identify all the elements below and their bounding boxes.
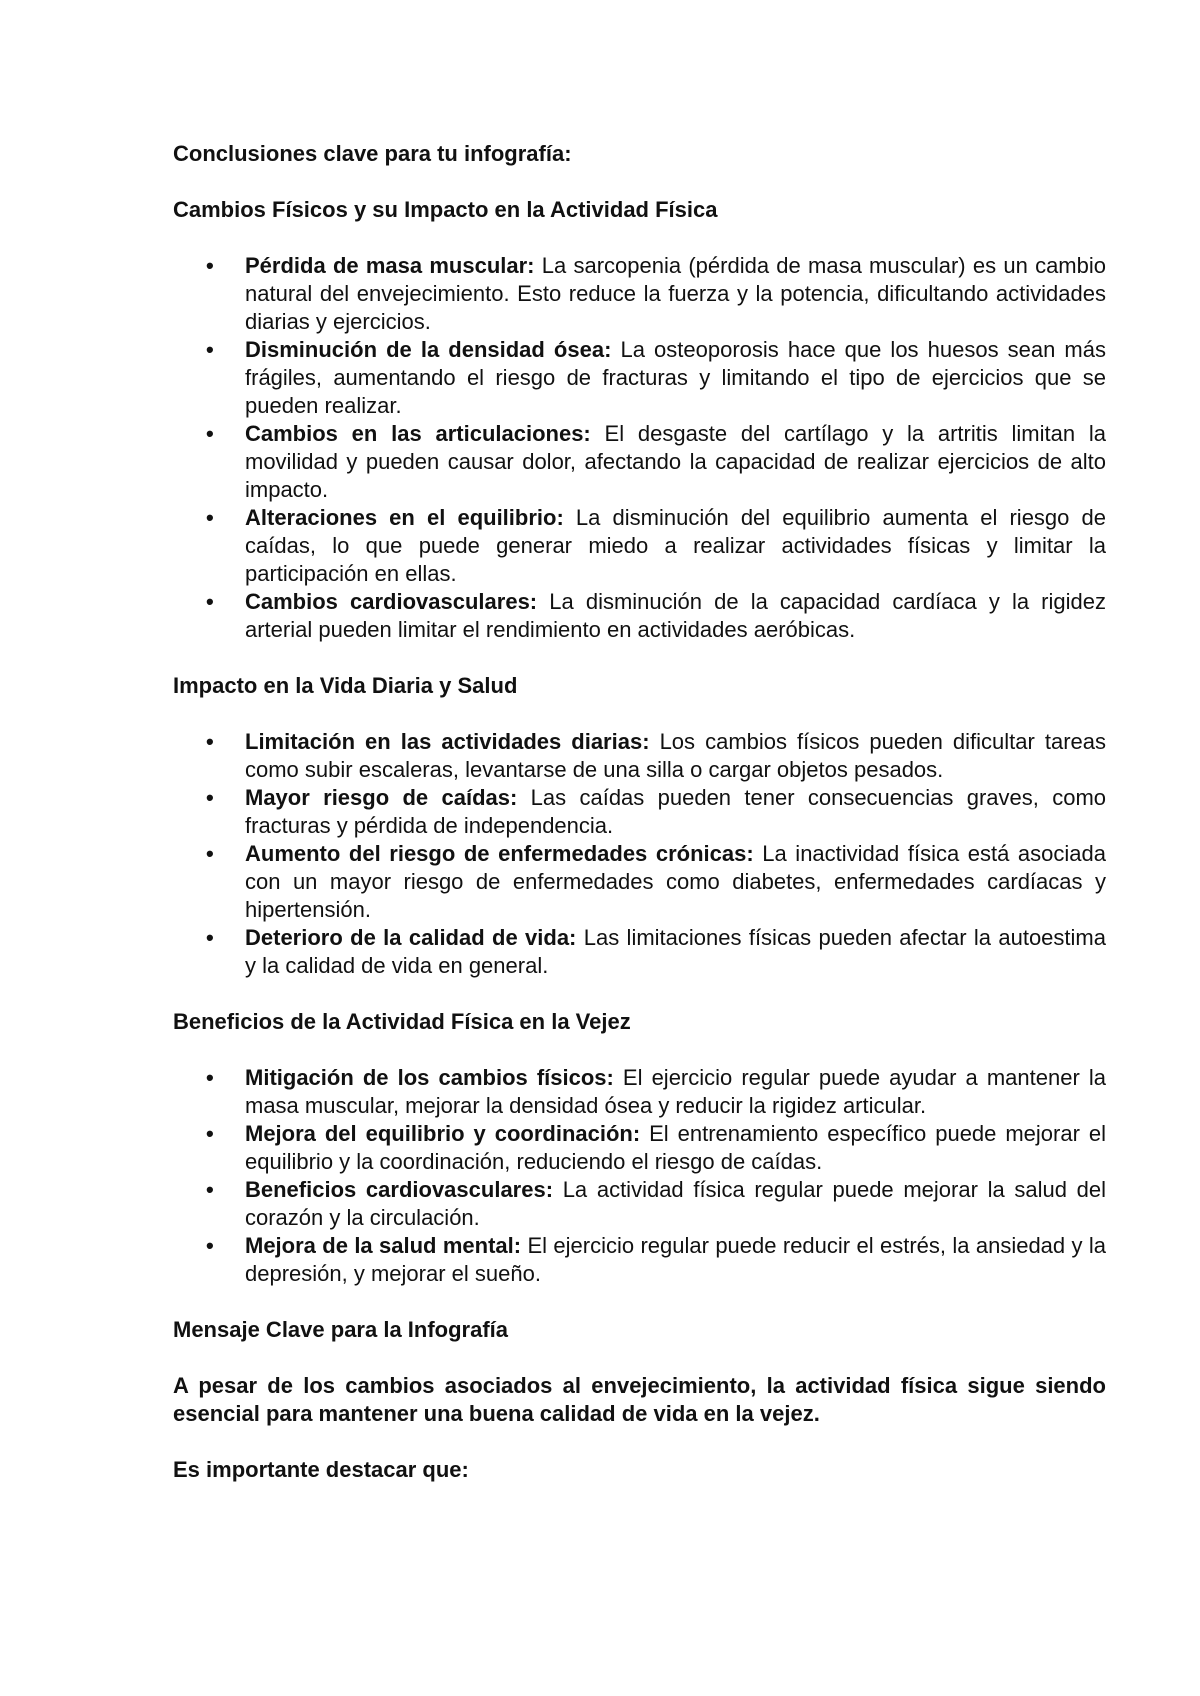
item-lead: Mitigación de los cambios físicos: — [245, 1065, 614, 1090]
item-lead: Cambios en las articulaciones: — [245, 421, 591, 446]
item-lead: Mejora del equilibrio y coordinación: — [245, 1121, 641, 1146]
closing-heading: Es importante destacar que: — [173, 1457, 469, 1482]
key-message-heading: Mensaje Clave para la Infografía — [173, 1317, 509, 1342]
bullet-icon: • — [206, 337, 214, 362]
section-heading-beneficios: Beneficios de la Actividad Física en la Vejez — [173, 1009, 631, 1034]
bullet-list-beneficios — [173, 1064, 1106, 1288]
item-lead: Beneficios cardiovasculares: — [245, 1177, 554, 1202]
item-lead: Limitación en las actividades diarias: — [245, 729, 650, 754]
list-item — [173, 924, 1106, 980]
list-item — [173, 504, 1106, 588]
item-text: La disminución de la capacidad cardíaca y la rigidez arterial pueden limitar el rendimiento en actividades aeróbicas. — [245, 589, 1106, 642]
list-item — [173, 728, 1106, 784]
list-item — [173, 588, 1106, 644]
item-text: La inactividad física está asociada con un mayor riesgo de enfermedades como diabetes, enfermedades cardíacas y hipertensión. — [245, 841, 1106, 922]
section-heading-cambios-fisicos: Cambios Físicos y su Impacto en la Actividad Física — [173, 197, 718, 222]
item-text: Los cambios físicos pueden dificultar tareas como subir escaleras, levantarse de una silla o cargar objetos pesados. — [245, 729, 1106, 782]
bullet-icon: • — [206, 729, 214, 754]
item-text: La sarcopenia (pérdida de masa muscular) es un cambio natural del envejecimiento. Esto reduce la fuerza y la potencia, dificultando actividades diarias y ejercicios. — [245, 253, 1106, 334]
bullet-icon: • — [206, 1121, 214, 1146]
item-text: Las caídas pueden tener consecuencias graves, como fracturas y pérdida de independencia. — [245, 785, 1107, 838]
list-item — [173, 420, 1106, 504]
item-lead: Mayor riesgo de caídas: — [245, 785, 518, 810]
bullet-list-impacto-vida-diaria — [173, 728, 1106, 980]
list-item — [173, 1064, 1106, 1120]
bullet-icon: • — [206, 1177, 214, 1202]
list-item — [173, 1232, 1106, 1288]
item-text: La actividad física regular puede mejorar la salud del corazón y la circulación. — [245, 1177, 1106, 1230]
list-item — [173, 1176, 1106, 1232]
key-message-text: A pesar de los cambios asociados al envejecimiento, la actividad física sigue siendo esencial para mantener una buena calidad de vida en la vejez. — [173, 1373, 1106, 1426]
bullet-list-cambios-fisicos — [173, 252, 1106, 644]
list-item — [173, 336, 1106, 420]
list-item — [173, 840, 1106, 924]
bullet-icon: • — [206, 421, 214, 446]
section-heading-impacto-vida-diaria: Impacto en la Vida Diaria y Salud — [173, 673, 518, 698]
document-title: Conclusiones clave para tu infografía: — [173, 141, 572, 166]
item-lead: Disminución de la densidad ósea: — [245, 337, 612, 362]
item-lead: Deterioro de la calidad de vida: — [245, 925, 577, 950]
bullet-icon: • — [206, 841, 214, 866]
bullet-icon: • — [206, 589, 214, 614]
item-text: Las limitaciones físicas pueden afectar la autoestima y la calidad de vida en general. — [245, 925, 1106, 978]
item-lead: Cambios cardiovasculares: — [245, 589, 538, 614]
list-item — [173, 784, 1106, 840]
item-text: El ejercicio regular puede reducir el estrés, la ansiedad y la depresión, y mejorar el sueño. — [245, 1233, 1107, 1286]
bullet-icon: • — [206, 785, 214, 810]
list-item — [173, 1120, 1106, 1176]
item-text: La osteoporosis hace que los huesos sean más frágiles, aumentando el riesgo de fracturas y limitando el tipo de ejercicios que se pueden realizar. — [245, 337, 1106, 418]
item-lead: Alteraciones en el equilibrio: — [245, 505, 564, 530]
item-lead: Pérdida de masa muscular: — [245, 253, 535, 278]
bullet-icon: • — [206, 925, 214, 950]
bullet-icon: • — [206, 505, 214, 530]
bullet-icon: • — [206, 1233, 214, 1258]
document-page — [173, 140, 1106, 1512]
item-text: La disminución del equilibrio aumenta el riesgo de caídas, lo que puede generar miedo a realizar actividades físicas y limitar la participación en ellas. — [245, 505, 1106, 586]
item-lead: Mejora de la salud mental: — [245, 1233, 522, 1258]
bullet-icon: • — [206, 253, 214, 278]
item-text: El desgaste del cartílago y la artritis limitan la movilidad y pueden causar dolor, afectando la capacidad de realizar ejercicios de alto impacto. — [245, 421, 1107, 502]
item-text: El entrenamiento específico puede mejorar el equilibrio y la coordinación, reduciendo el riesgo de caídas. — [245, 1121, 1106, 1174]
list-item — [173, 252, 1106, 336]
item-text: El ejercicio regular puede ayudar a mantener la masa muscular, mejorar la densidad ósea y reducir la rigidez articular. — [245, 1065, 1106, 1118]
item-lead: Aumento del riesgo de enfermedades crónicas: — [245, 841, 754, 866]
bullet-icon: • — [206, 1065, 214, 1090]
